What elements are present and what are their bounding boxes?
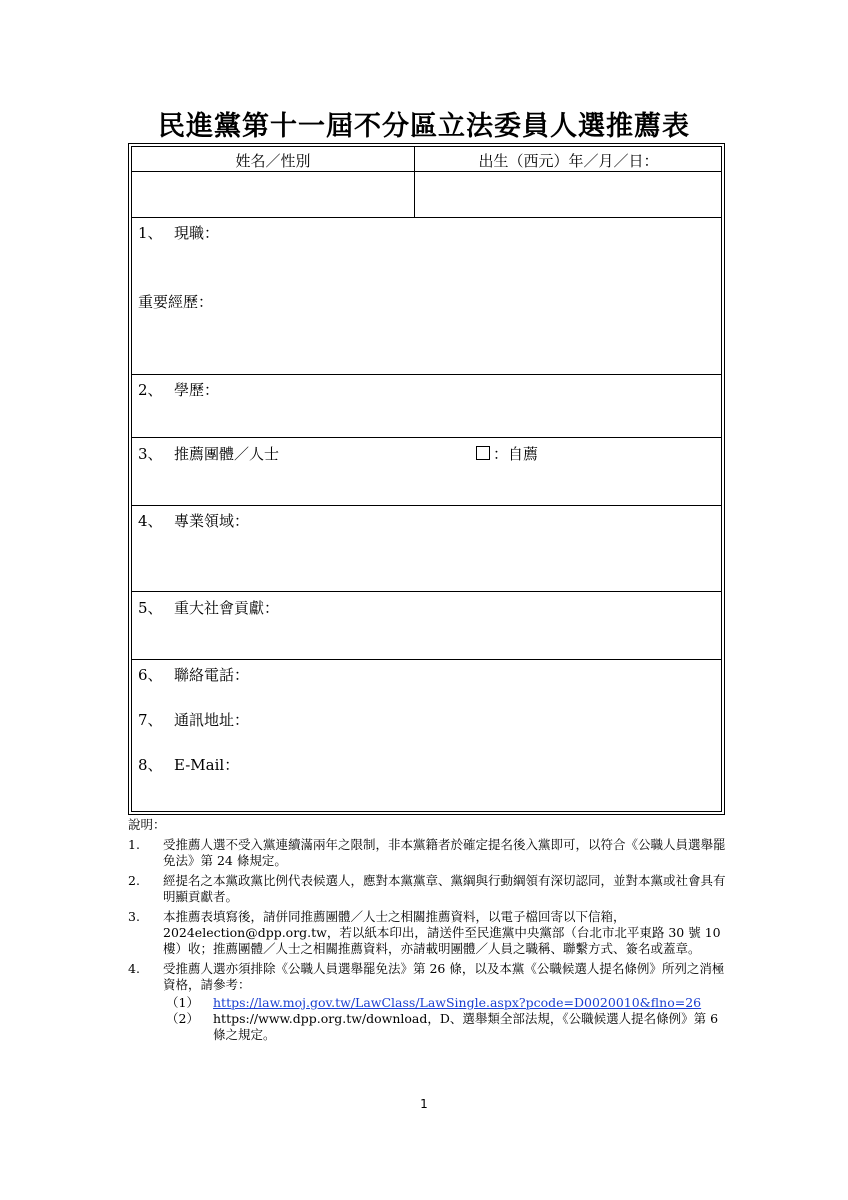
phone-label: 6、 聯絡電話：: [138, 666, 250, 684]
divider: [414, 147, 415, 171]
recommendation-form: [128, 143, 725, 815]
current-job-label: 1、 現職：: [138, 224, 220, 242]
notes-section: [128, 817, 728, 1043]
divider: [132, 659, 721, 660]
self-recommend-option[interactable]: [476, 443, 538, 464]
law-link[interactable]: https://law.moj.gov.tw/LawClass/LawSingle.aspx?pcode=D0020010&flno=26: [213, 995, 702, 1010]
education-label: 2、 學歷：: [138, 381, 220, 399]
form-inner-border: [131, 146, 722, 812]
contribution-label: 5、 重大社會貢獻：: [138, 599, 280, 617]
header-name-gender: 姓名／性別: [235, 152, 311, 170]
note-item: 4. 受推薦人選亦須排除《公職人員選舉罷免法》第 26 條，以及本黨《公職候選人提名條例》所列之消極資格，請參考：: [128, 961, 725, 992]
note-item: 3. 本推薦表填寫後，請併同推薦團體／人士之相關推薦資料，以電子檔回寄以下信箱，2024election@dpp.org.tw，若以紙本印出，請送件至民進黨中央黨部（台北市北平東路 30 號 10 樓）收；推薦團體／人士之相關推薦資料，亦請載明團體／人員之職稱、聯繫方式、簽名或蓋章。: [128, 909, 721, 956]
self-recommend-checkbox[interactable]: [476, 446, 490, 460]
divider: [132, 505, 721, 506]
address-label: 7、 通訊地址：: [138, 711, 250, 729]
page-number: 1: [420, 1097, 428, 1111]
experience-label: 重要經歷：: [138, 293, 214, 311]
reference-item: （2） https://www.dpp.org.tw/download，D、選舉類全部法規，《公職候選人提名條例》第 6 條之規定。: [166, 1011, 719, 1042]
email-label: 8、 E-Mail：: [138, 756, 240, 774]
name-gender-field[interactable]: [132, 172, 414, 217]
note-item: 1. 受推薦人選不受入黨連續滿兩年之限制，非本黨籍者於確定提名後入黨即可，以符合《公職人員選舉罷免法》第 24 條規定。: [128, 837, 726, 868]
divider: [132, 437, 721, 438]
self-recommend-label: ：自薦: [493, 445, 539, 463]
divider: [132, 374, 721, 375]
note-item: 2. 經提名之本黨政黨比例代表候選人，應對本黨黨章、黨綱與行動綱領有深切認同，並對本黨或社會具有明顯貢獻者。: [128, 873, 726, 904]
divider: [132, 217, 721, 218]
birth-date-field[interactable]: [415, 172, 723, 217]
recommender-label: 3、 推薦團體／人士: [138, 445, 280, 463]
divider: [132, 591, 721, 592]
header-birth-date: 出生（西元）年／月／日：: [478, 152, 659, 170]
divider: [414, 171, 415, 217]
page-title: 民進黨第十一屆不分區立法委員人選推薦表: [158, 111, 690, 142]
expertise-label: 4、 專業領域：: [138, 512, 250, 530]
reference-item: （1） https://law.moj.gov.tw/LawClass/LawSingle.aspx?pcode=D0020010&flno=26: [166, 995, 702, 1010]
notes-heading: 說明：: [128, 817, 166, 832]
